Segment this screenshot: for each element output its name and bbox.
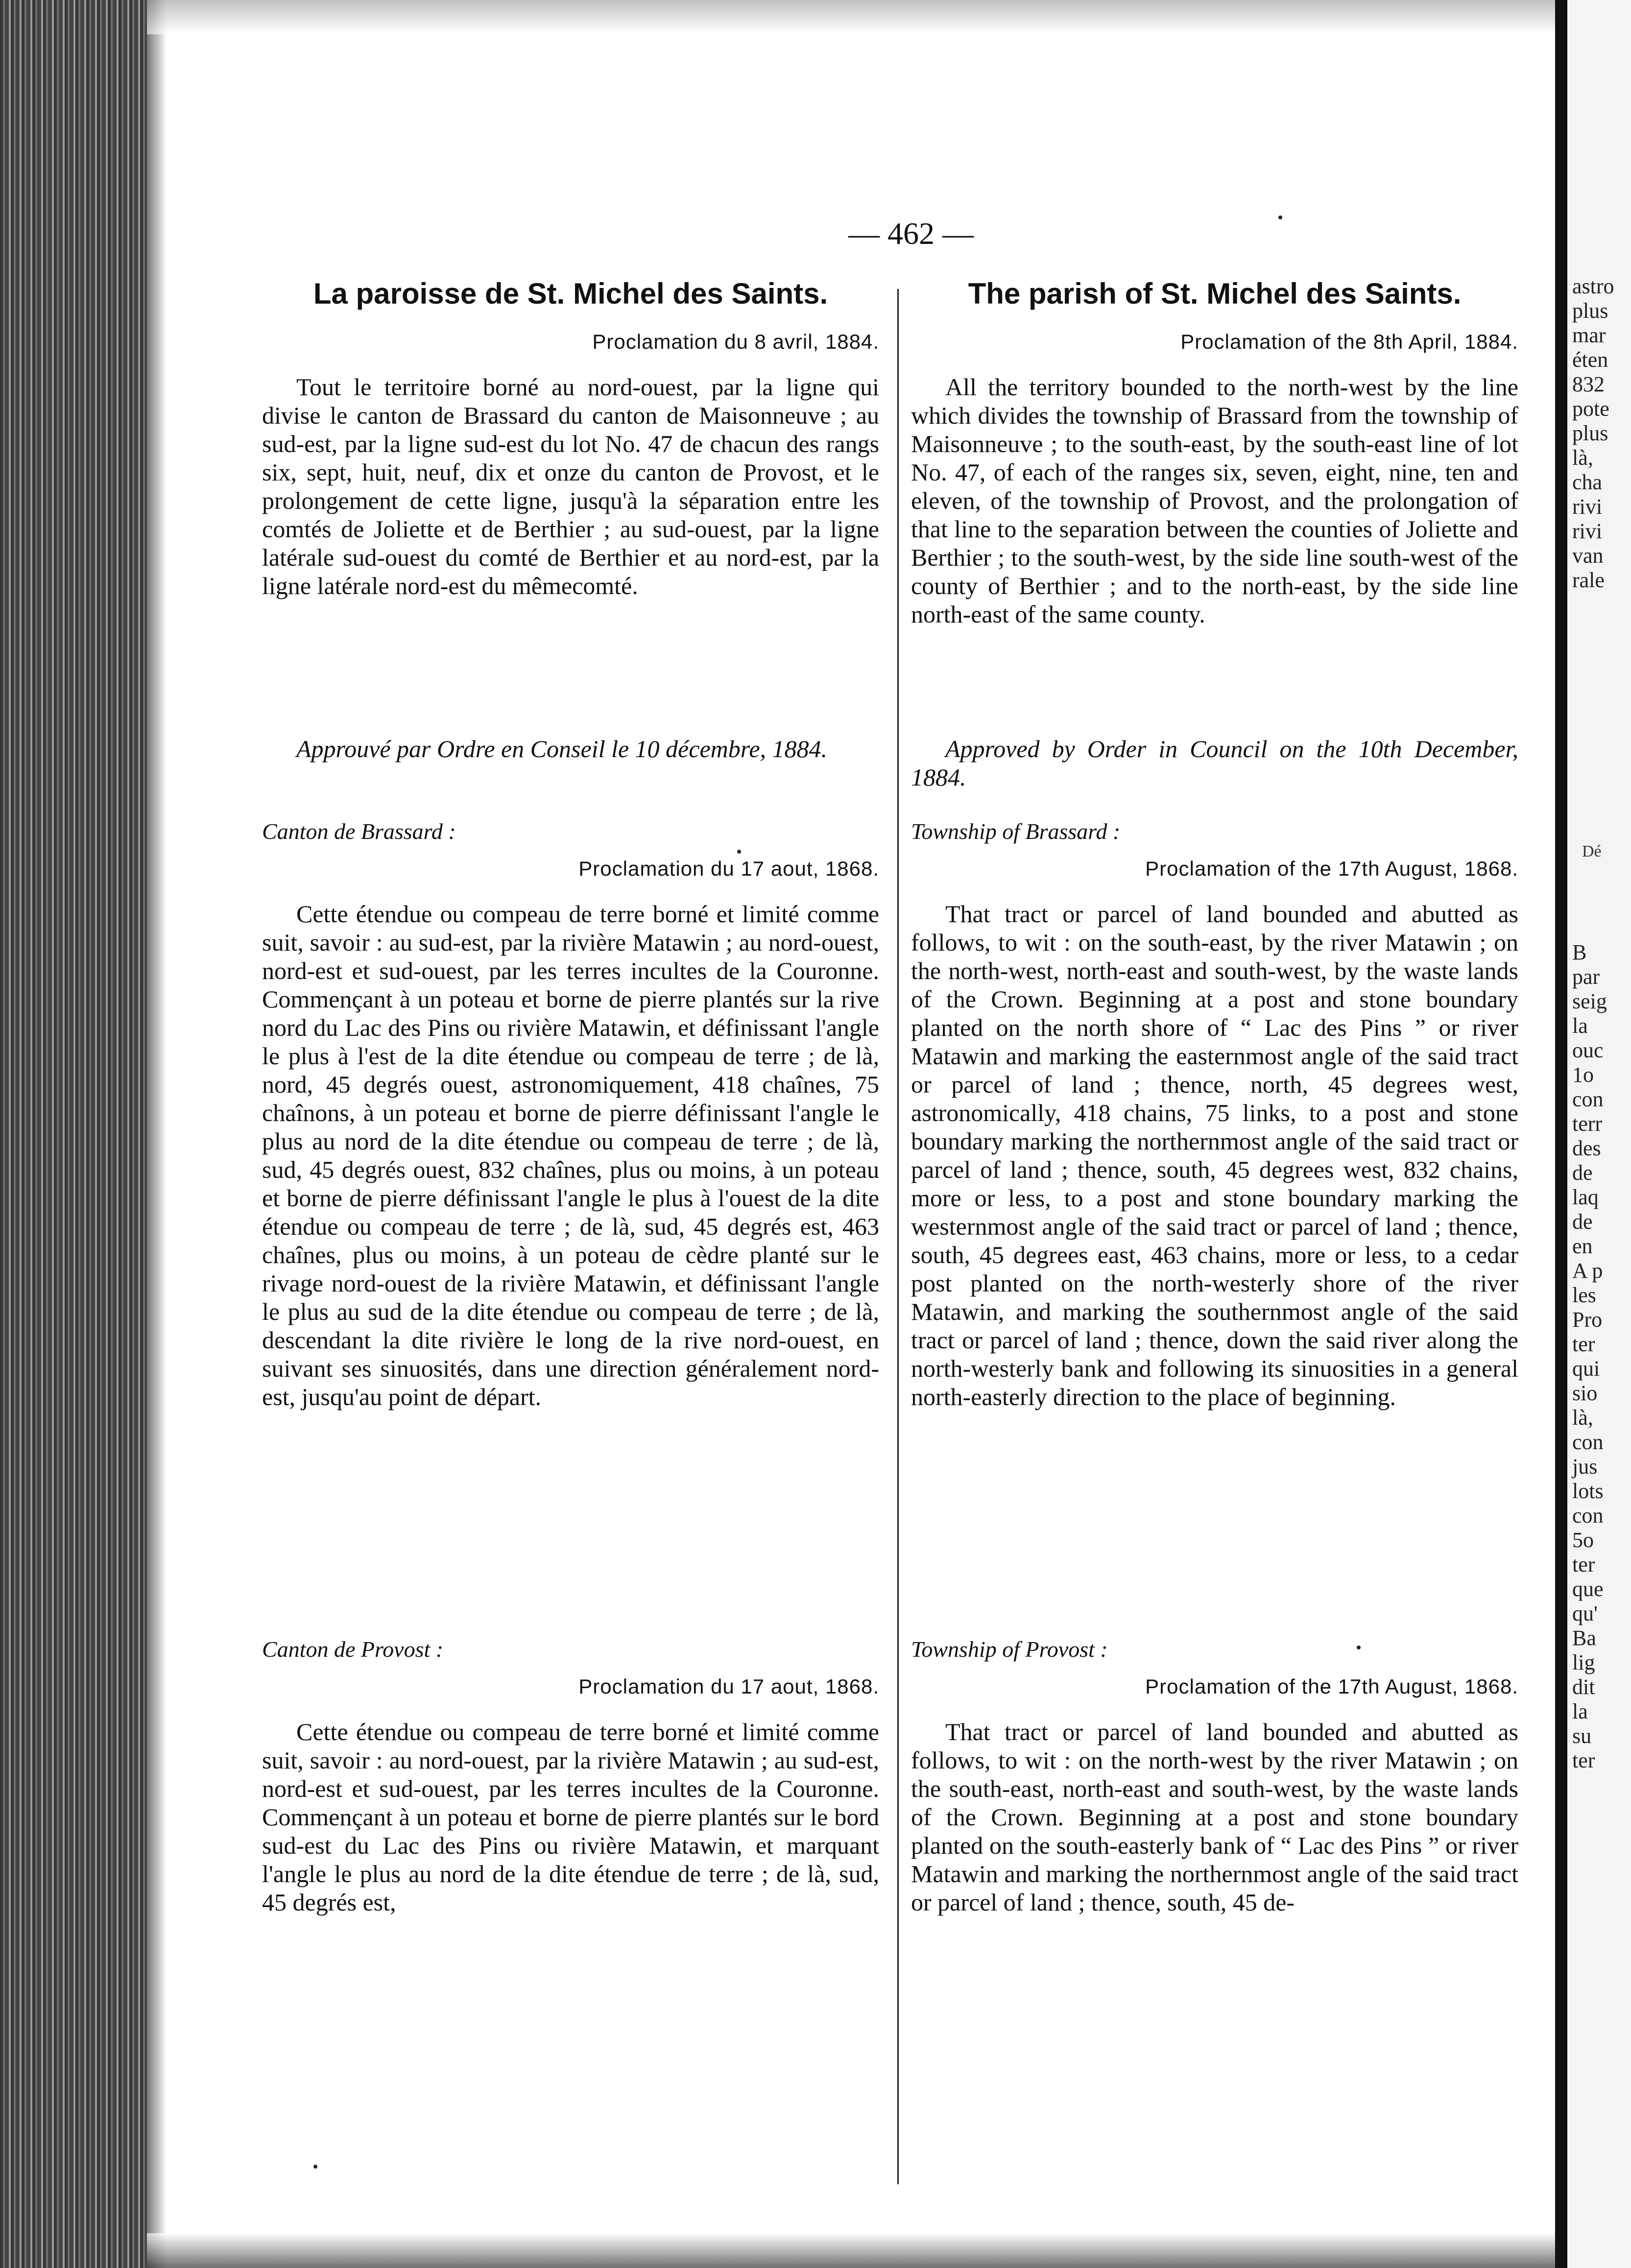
scan-margin-left [0,0,147,2268]
english-parish-section [911,274,1518,628]
french-brassard-text: Cette étendue ou compeau de terre borné et limité comme suit, savoir : au sud-est, par la rivière Matawin ; au nord-ouest, nord-est et sud-ouest, par les terres incultes de la Couronne. Commençant à un poteau et borne de pierre plantés sur la rive nord du Lac des Pins ou rivière Matawin, et définissant l'angle le plus à l'est de la dite étendue ou compeau de terre ; de là, nord, 45 degrés ouest, astronomiquement, 418 chaînes, 75 chaînons, à un poteau et borne de pierre définissant l'angle le plus au nord de la dite étendue ou compeau de terre ; de là, sud, 45 degrés ouest, 832 chaînes, plus ou moins, à un poteau et borne de pierre définissant l'angle le plus à l'ouest de la dite étendue ou compeau de terre ; de là, sud, 45 degrés est, 463 chaînes, plus ou moins, à un poteau de cèdre planté sur le rivage nord-ouest de la rivière Matawin, et définissant l'angle le plus au sud de la dite étendue ou compeau de terre ; de là, descendant la dite rivière le long de la rive nord-ouest, en suivant ses sinuosités, dans une direction généralement nord-est, jusqu'au point de départ. [262,900,879,1410]
english-approval [911,735,1518,791]
english-brassard-heading: Township of Brassard : [911,819,1121,844]
french-parish-section [262,274,879,600]
french-approved-text: Approuvé par Ordre en Conseil le 10 décembre, 1884. [296,735,828,763]
english-brassard-section [911,818,1518,1411]
ink-speck [737,850,741,854]
page-number: — 462 — [848,216,974,251]
adjacent-page-fragment-small: Dé [1582,842,1602,860]
scan-shadow [147,0,167,2268]
french-provost-heading: Canton de Provost : [262,1637,444,1662]
english-provost-section [911,1636,1518,1916]
english-provost-proclamation: Proclamation of the 17th August, 1868. [1145,1675,1518,1698]
french-approval [262,735,879,763]
french-provost-section [262,1636,879,1916]
french-provost-text: Cette étendue ou compeau de terre borné et limité comme suit, savoir : au nord-ouest, par la rivière Matawin ; au sud-est, nord-est et sud-ouest, par les terres incultes de la Couronne. Commençant à un poteau et borne de pierre plantés sur le bord sud-est du Lac des Pins ou rivière Matawin, et marquant l'angle le plus au nord de la dite étendue de terre ; de là, sud, 45 degrés est, [262,1718,879,1916]
scan-margin-top [147,0,1567,34]
book-gutter [1555,0,1567,2268]
english-brassard-proclamation: Proclamation of the 17th August, 1868. [1145,857,1518,880]
scan-margin-bottom [147,2233,1567,2268]
adjacent-page [1567,0,1631,2268]
adjacent-page-fragment-top: astro plus mar éten 832 pote plus là, cha rivi rivi van rale [1572,274,1614,592]
ink-speck [1278,215,1282,219]
french-parish-title: La paroisse de St. Michel des Saints. [313,277,828,310]
french-brassard-proclamation: Proclamation du 17 aout, 1868. [578,857,879,880]
english-brassard-text: That tract or parcel of land bounded and abutted as follows, to wit : on the south-east, by the river Matawin ; on the north-west, north-east and south-west, by the waste lands of the Crown. Beginning at a post and stone boundary planted on the north shore of “ Lac des Pins ” or river Matawin and marking the easternmost angle of the said tract or parcel of land ; thence, north, 45 degrees west, astronomically, 418 chains, 75 links, to a post and stone boundary marking the northernmost angle of the said tract or parcel of land ; thence, south, 45 degrees west, 832 chains, more or less, to a post and stone boundary marking the westernmost angle of the said tract or parcel of land ; thence, south, 45 degrees east, 463 chains, more or less, to a cedar post planted on the north-westerly shore of the river Matawin, and marking the southernmost angle of the said tract or parcel of land ; thence, down the said river along the north-westerly bank and following its sinuosities in a general north-easterly direction to the place of beginning. [911,900,1518,1410]
english-provost-text: That tract or parcel of land bounded and abutted as follows, to wit : on the north-west by the river Matawin ; on the south-east, north-east and south-west, by the waste lands of the Crown. Beginning at a post and stone boundary planted on the south-easterly bank of “ Lac des Pins ” or river Matawin and marking the northernmost angle of the said tract or parcel of land ; thence, south, 45 de- [911,1718,1518,1916]
ink-speck [313,2165,317,2169]
french-brassard-heading: Canton de Brassard : [262,819,456,844]
french-parish-proclamation: Proclamation du 8 avril, 1884. [592,330,879,353]
column-divider [897,289,899,2184]
adjacent-page-fragment-bottom: B par seig la ouc 1o con terr des de laq de en A p les Pro ter qui sio là, con jus lots con 5o ter que qu' Ba lig dit la su ter [1572,940,1607,1772]
english-parish-proclamation: Proclamation of the 8th April, 1884. [1180,330,1518,353]
english-approved-text: Approved by Order in Council on the 10th December, 1884. [911,735,1518,791]
english-parish-title: The parish of St. Michel des Saints. [968,277,1462,310]
french-provost-proclamation: Proclamation du 17 aout, 1868. [578,1675,879,1698]
french-parish-text: Tout le territoire borné au nord-ouest, par la ligne qui divise le canton de Brassard du canton de Maisonneuve ; au sud-est, par la ligne sud-est du lot No. 47 de chacun des rangs six, sept, huit, neuf, dix et onze du canton de Provost, et le prolongement de cette ligne, jusqu'à la séparation entre les comtés de Joliette et de Berthier ; au sud-ouest, par la ligne latérale sud-ouest du comté de Berthier et au nord-est, par la ligne latérale nord-est du mêmecomté. [262,373,879,599]
english-parish-text: All the territory bounded to the north-west by the line which divides the township of Brassard from the township of Maisonneuve ; to the south-east, by the south-east line of lot No. 47, of each of the ranges six, seven, eight, nine, ten and eleven, of the township of Provost, and the prolongation of that line to the separation between the counties of Joliette and Berthier ; to the south-west, by the side line south-west of the county of Berthier ; and to the north-east, by the side line north-east of the same county. [911,373,1518,628]
english-provost-heading: Township of Provost : [911,1637,1108,1662]
french-brassard-section [262,818,879,1411]
ink-speck [1357,1646,1361,1649]
